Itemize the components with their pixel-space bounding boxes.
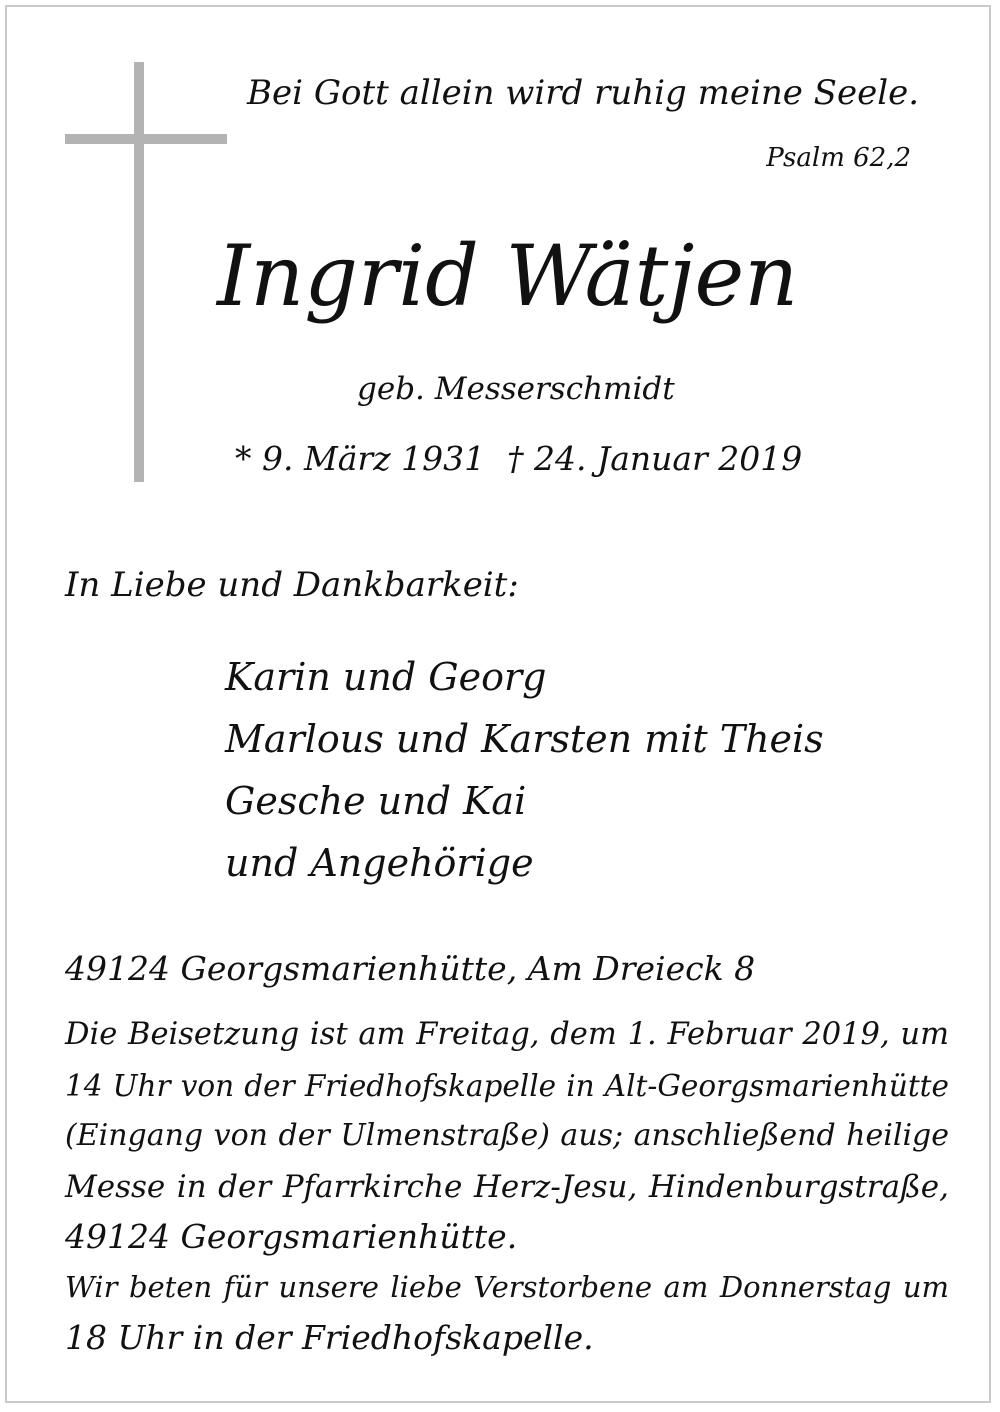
funeral-line: (Eingang von der Ulmenstraße) aus; anschließend heilige [65,1118,949,1153]
cross-icon [134,62,144,482]
epigraph-reference: Psalm 62,2 [766,143,911,173]
cross-icon-bar [65,134,227,144]
address: 49124 Georgsmarienhütte, Am Dreieck 8 [65,949,756,988]
mourner-name: Karin und Georg [225,655,547,699]
deceased-name: Ingrid Wätjen [217,227,799,325]
death-date: † 24. Januar 2019 [507,439,803,478]
maiden-name: geb. Messerschmidt [357,371,675,407]
mourners-list [225,652,824,900]
birth-date: * 9. März 1931 [235,439,486,478]
mourners-intro: In Liebe und Dankbarkeit: [65,565,519,605]
mourner-name: Gesche und Kai [225,779,527,823]
prayer-line: Wir beten für unsere liebe Verstorbene am Donnerstag um [65,1270,949,1304]
funeral-paragraph [65,1010,949,1263]
mourner-name: und Angehörige [225,841,534,885]
funeral-line: 14 Uhr von der Friedhofskapelle in Alt-Georgsmarienhütte [65,1068,949,1103]
funeral-line: Messe in der Pfarrkirche Herz-Jesu, Hindenburgstraße, [65,1168,949,1205]
prayer-paragraph [65,1262,949,1363]
mourner-name: Marlous und Karsten mit Theis [225,717,824,761]
prayer-line: 18 Uhr in der Friedhofskapelle. [65,1317,594,1357]
obituary-card [5,5,991,1403]
funeral-line: 49124 Georgsmarienhütte. [65,1217,518,1256]
funeral-line: Die Beisetzung ist am Freitag, dem 1. Februar 2019, um [65,1017,949,1052]
epigraph-verse: Bei Gott allein wird ruhig meine Seele. [247,73,919,113]
